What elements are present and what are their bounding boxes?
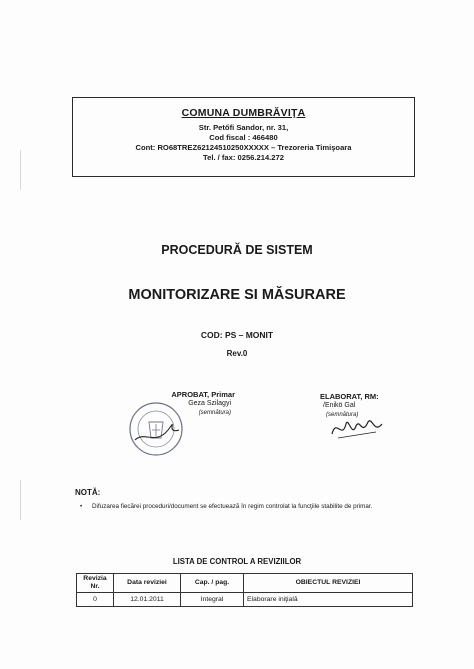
elaboration-block <box>320 392 400 452</box>
document-revision: Rev.0 <box>226 349 248 358</box>
bullet-icon: • <box>80 503 83 510</box>
bank-account: Cont: RO68TREZ62124510250XXXXX – Trezoreria Timişoara <box>135 143 352 152</box>
note-text: Difuzarea fiecărei proceduri/document se efectuează în regim controlat la funcţiile stabilite de primar. <box>92 503 373 510</box>
elaborator-name: /Enikö Gal <box>323 402 356 409</box>
fiscal-code: Cod fiscal : 466480 <box>209 133 278 142</box>
approver-signature-note: (semnătura) <box>198 410 231 416</box>
table-cell: Integral <box>181 593 244 607</box>
elaboration-label: ELABORAT, RM: <box>320 392 379 401</box>
column-header: Data reviziei <box>114 574 181 593</box>
scan-artifact <box>20 150 21 190</box>
elaborator-signature-note: (semnătura) <box>326 412 359 418</box>
note-heading: NOTĂ: <box>75 488 101 497</box>
institution-address: Str. Petőfi Sandor, nr. 31, <box>198 123 289 132</box>
institution-header <box>72 97 415 177</box>
approval-label: APROBAT, Primar <box>171 390 235 399</box>
signature-icon <box>328 412 388 444</box>
scan-artifact <box>20 480 21 520</box>
phone-fax: Tel. / fax: 0256.214.272 <box>203 153 284 162</box>
document-title: MONITORIZARE SI MĂSURARE <box>128 287 346 303</box>
official-stamp-icon <box>127 400 185 458</box>
table-cell: Elaborare iniţială <box>244 593 413 607</box>
document-type: PROCEDURĂ DE SISTEM <box>161 243 313 257</box>
approver-name: Geza Szilagyi <box>188 400 231 407</box>
table-cell: 0 <box>77 593 114 607</box>
revision-list-title: LISTA DE CONTROL A REVIZIILOR <box>172 557 302 566</box>
column-header: Revizia Nr. <box>77 574 114 593</box>
revision-table <box>76 573 413 607</box>
document-code: COD: PS – MONIT <box>200 330 274 340</box>
column-header: OBIECTUL REVIZIEI <box>244 574 413 593</box>
note-item <box>80 503 372 510</box>
column-header: Cap. / pag. <box>181 574 244 593</box>
approval-block <box>115 390 235 460</box>
institution-name: COMUNA DUMBRĂVIŢA <box>181 107 306 119</box>
table-row <box>77 593 413 607</box>
table-header-row <box>77 574 413 593</box>
table-cell: 12.01.2011 <box>114 593 181 607</box>
